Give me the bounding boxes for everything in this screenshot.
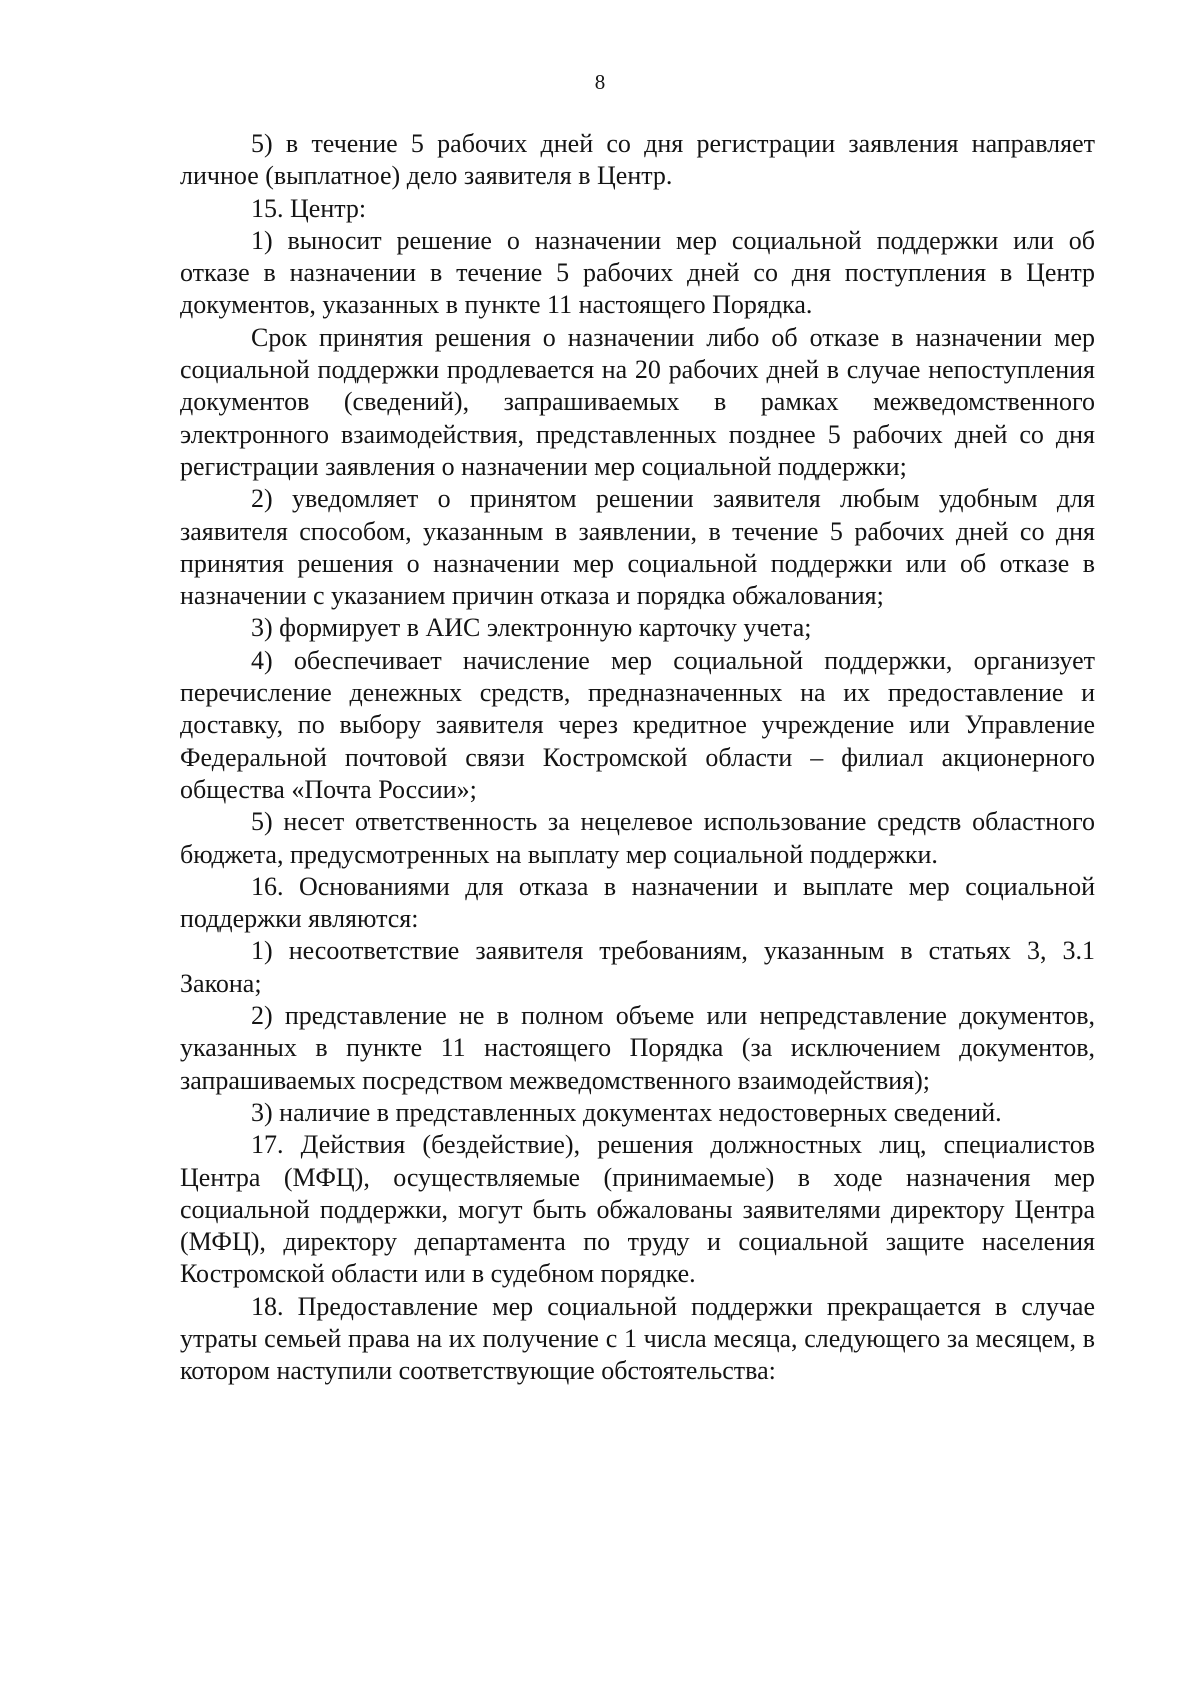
paragraph: 4) обеспечивает начисление мер социальной поддержки, организует перечисление денежных средств, предназначенных на их предоставление и доставку, по выбору заявителя через кредитное учреждение или Управление Федеральной почтовой связи Костромской области – филиал акционерного общества «Почта России»; bbox=[180, 645, 1095, 804]
paragraph: 2) представление не в полном объеме или непредставление документов, указанных в пункте 11 настоящего Порядка (за исключением документов, запрашиваемых посредством межведомственного взаимодействия); bbox=[180, 1001, 1095, 1095]
paragraph: 5) несет ответственность за нецелевое использование средств областного бюджета, предусмотренных на выплату мер социальной поддержки. bbox=[180, 807, 1095, 869]
page-number: 8 bbox=[594, 70, 606, 94]
paragraph: 3) наличие в представленных документах недостоверных сведений. bbox=[251, 1097, 1002, 1127]
paragraph: 2) уведомляет о принятом решении заявителя любым удобным для заявителя способом, указанным в заявлении, в течение 5 рабочих дней со дня принятия решения о назначении мер социальной поддержки или об отказе в назначении с указанием причин отказа и порядка обжалования; bbox=[180, 484, 1095, 611]
paragraph: 1) несоответствие заявителя требованиям, указанным в статьях 3, 3.1 Закона; bbox=[180, 936, 1095, 998]
paragraph: 1) выносит решение о назначении мер социальной поддержки или об отказе в назначении в течение 5 рабочих дней со дня поступления в Центр документов, указанных в пункте 11 настоящего Порядка. bbox=[180, 225, 1095, 320]
paragraph: 18. Предоставление мер социальной поддержки прекращается в случае утраты семьей права на их получение с 1 числа месяца, следующего за месяцем, в котором наступили соответствующие обстоятельства: bbox=[180, 1291, 1095, 1386]
paragraph: Срок принятия решения о назначении либо об отказе в назначении мер социальной поддержки продлевается на 20 рабочих дней в случае непоступления документов (сведений), запрашиваемых в рамках межведомственного электронного взаимодействия, представленных позднее 5 рабочих дней со дня регистрации заявления о назначении мер социальной поддержки; bbox=[180, 322, 1095, 481]
paragraph: 3) формирует в АИС электронную карточку учета; bbox=[251, 613, 812, 643]
paragraph: 17. Действия (бездействие), решения должностных лиц, специалистов Центра (МФЦ), осуществляемые (принимаемые) в ходе назначения мер социальной поддержки, могут быть обжалованы заявителями директору Центра (МФЦ), директору департамента по труду и социальной защите населения Костромской области или в судебном порядке. bbox=[180, 1130, 1095, 1289]
document-body bbox=[180, 128, 1095, 1388]
paragraph: 15. Центр: bbox=[251, 193, 367, 223]
paragraph: 5) в течение 5 рабочих дней со дня регистрации заявления направляет личное (выплатное) дело заявителя в Центр. bbox=[180, 129, 1095, 191]
paragraph: 16. Основаниями для отказа в назначении и выплате мер социальной поддержки являются: bbox=[180, 871, 1095, 934]
